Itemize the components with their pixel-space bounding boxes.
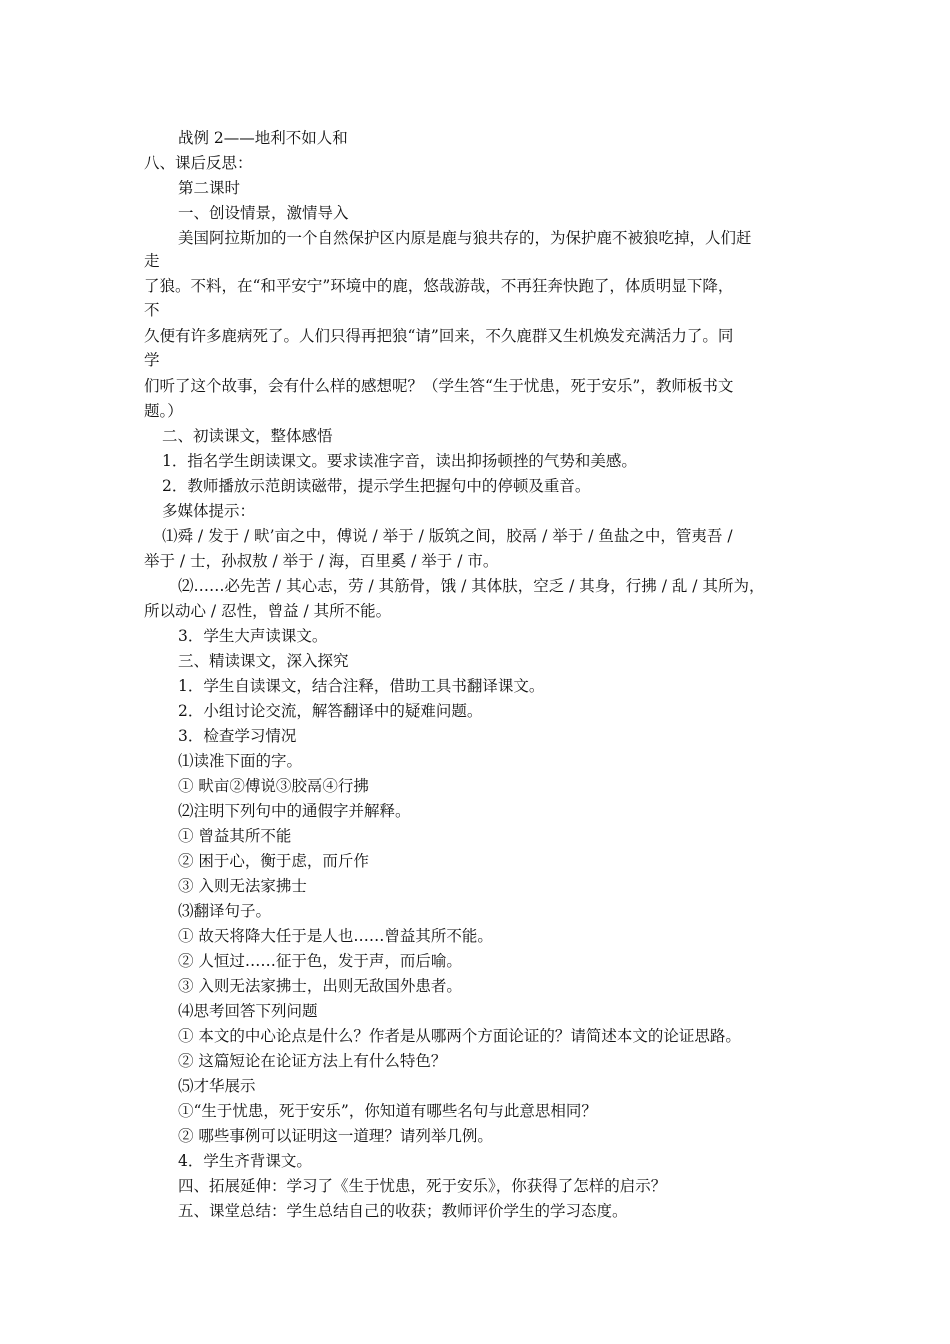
paragraph-line: 走 [144, 252, 160, 270]
lesson-heading: 第二课时 [178, 179, 241, 197]
list-item: ⑷思考回答下列问题 [178, 1002, 318, 1020]
text-line: ⑴舜 / 发于 / 畎’亩之中，傅说 / 举于 / 版筑之间，胶鬲 / 举于 / 鱼盐之中，管夷吾 / [162, 527, 733, 545]
text-line: 所以动心 / 忍性，曾益 / 其所不能。 [144, 602, 392, 620]
list-item: ② 这篇短论在论证方法上有什么特色？ [178, 1052, 447, 1070]
list-item: ⑶翻译句子。 [178, 902, 272, 920]
paragraph-line: 学 [144, 351, 160, 369]
paragraph-line: 不 [144, 301, 160, 319]
list-item: ⑵注明下列句中的通假字并解释。 [178, 802, 411, 820]
list-item: ① 曾益其所不能 [178, 827, 292, 845]
list-item: ③ 入则无法家拂士，出则无敌国外患者。 [178, 977, 462, 995]
list-item: ② 人恒过……征于色，发于声，而后喻。 [178, 952, 462, 970]
list-item: ① 畎亩②傅说③胶鬲④行拂 [178, 777, 369, 795]
paragraph-line: 美国阿拉斯加的一个自然保护区内原是鹿与狼共存的，为保护鹿不被狼吃掉，人们赶 [178, 229, 752, 247]
text-line: 多媒体提示： [162, 502, 256, 520]
section-heading: 五、课堂总结：学生总结自己的收获；教师评价学生的学习态度。 [178, 1202, 628, 1220]
list-item: 1．学生自读课文，结合注释，借助工具书翻译课文。 [178, 677, 545, 695]
paragraph-line: 题。） [144, 402, 183, 420]
list-item: 3．检查学习情况 [178, 727, 297, 745]
section-heading: 四、拓展延伸：学习了《生于忧患，死于安乐》，你获得了怎样的启示？ [178, 1177, 667, 1195]
list-item: ⑴读准下面的字。 [178, 752, 303, 770]
section-heading: 二、初读课文，整体感悟 [162, 427, 333, 445]
list-item: ① 本文的中心论点是什么？作者是从哪两个方面论证的？请简述本文的论证思路。 [178, 1027, 741, 1045]
list-item: ② 困于心，衡于虑，而斤作 [178, 852, 369, 870]
paragraph-line: 了狼。不料，在“和平安宁”环境中的鹿，悠哉游哉，不再狂奔快跑了，体质明显下降， [144, 277, 734, 295]
list-item: ③ 入则无法家拂士 [178, 877, 307, 895]
text-line: 举于 / 士，孙叔敖 / 举于 / 海，百里奚 / 举于 / 市。 [144, 552, 499, 570]
paragraph-line: 们听了这个故事，会有什么样的感想呢？（学生答“生于忧患，死于安乐”，教师板书文 [144, 377, 734, 395]
list-item: 2．小组讨论交流，解答翻译中的疑难问题。 [178, 702, 483, 720]
list-item: ② 哪些事例可以证明这一道理？请列举几例。 [178, 1127, 493, 1145]
list-item: 1．指名学生朗读课文。要求读准字音，读出抑扬顿挫的气势和美感。 [162, 452, 637, 470]
list-item: ①“生于忧患，死于安乐”，你知道有哪些名句与此意思相同？ [178, 1102, 597, 1120]
section-heading: 三、精读课文，深入探究 [178, 652, 349, 670]
paragraph-line: 久便有许多鹿病死了。人们只得再把狼“请”回来，不久鹿群又生机焕发充满活力了。同 [144, 327, 734, 345]
list-item: ⑸才华展示 [178, 1077, 256, 1095]
list-item: 4．学生齐背课文。 [178, 1152, 312, 1170]
list-item: 2．教师播放示范朗读磁带，提示学生把握句中的停顿及重音。 [162, 477, 591, 495]
list-item: 3．学生大声读课文。 [178, 627, 328, 645]
list-item: ① 故天将降大任于是人也……曾益其所不能。 [178, 927, 493, 945]
text-line: 战例 2——地利不如人和 [178, 129, 348, 147]
section-heading: 八、课后反思： [144, 154, 253, 172]
text-line: ⑵……必先苦 / 其心志，劳 / 其筋骨，饿 / 其体肤，空乏 / 其身，行拂 / 乱 / 其所为， [178, 577, 765, 595]
section-heading: 一、创设情景，激情导入 [178, 204, 349, 222]
